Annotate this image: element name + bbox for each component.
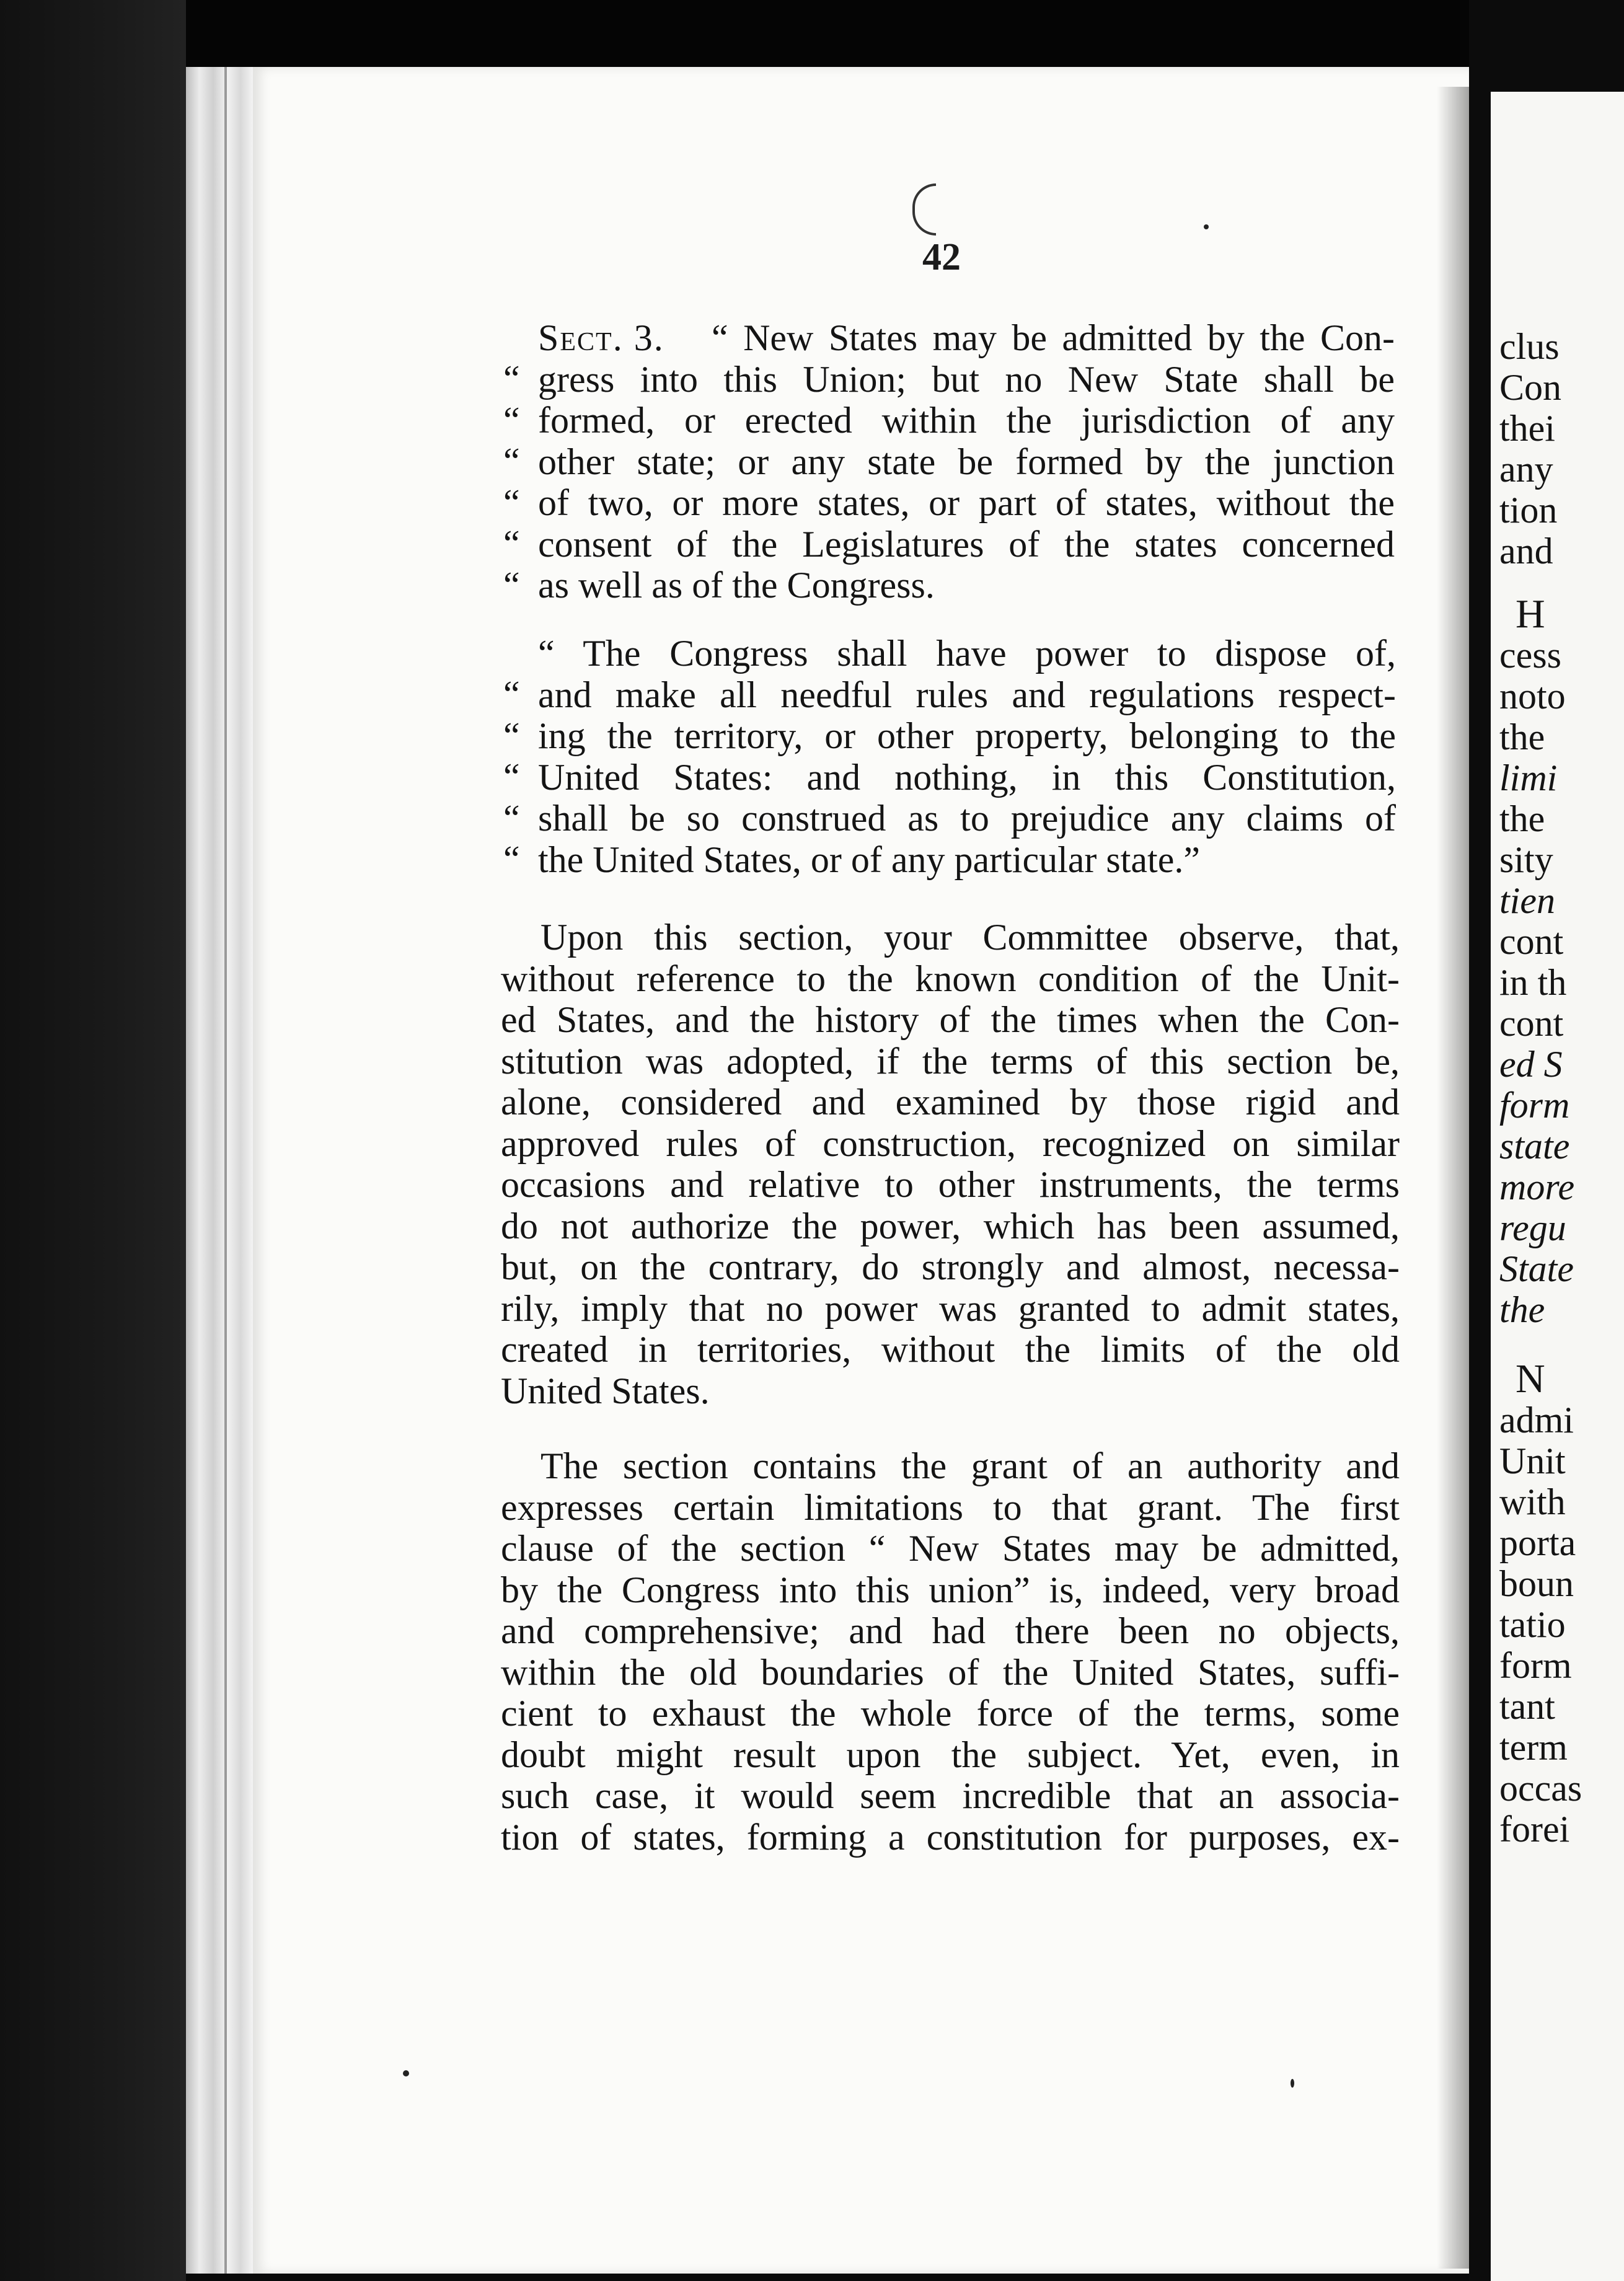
speck — [1204, 224, 1209, 229]
text-line: cient to exhaust the whole force of the terms, some — [501, 1693, 1400, 1734]
facing-page-fragment: occas — [1499, 1768, 1582, 1809]
text-line: as well as of the Congress. — [538, 565, 935, 606]
book-edge-line — [224, 67, 227, 2274]
facing-page-fragment: forei — [1499, 1809, 1570, 1850]
facing-page-fragment: term — [1499, 1727, 1568, 1768]
text-line: shall be so construed as to prejudice any claims of — [538, 798, 1396, 839]
text-line: by the Congress into this union” is, indeed, very broad — [501, 1569, 1400, 1610]
facing-page-fragment: cont — [1499, 921, 1564, 962]
facing-page-fragment: noto — [1499, 676, 1566, 717]
section-label: Sect. 3. — [538, 317, 664, 358]
facing-page-fragment: the — [1499, 1289, 1545, 1330]
facing-page-fragment: more — [1499, 1167, 1575, 1207]
facing-page-fragment: thei — [1499, 408, 1555, 449]
text-line: alone, considered and examined by those rigid and — [501, 1082, 1400, 1123]
quote-margin — [503, 358, 534, 606]
facing-page-fragment: ed S — [1499, 1044, 1563, 1085]
quote-mark: “ — [503, 756, 520, 797]
facing-page-fragment: with — [1499, 1481, 1566, 1522]
text-line: ing the territory, or other property, belonging to the — [538, 715, 1396, 756]
text-line: but, on the contrary, do strongly and almost, necessa- — [501, 1246, 1400, 1287]
speck — [1291, 2079, 1294, 2088]
page-number: 42 — [922, 236, 961, 278]
facing-page-fragment: cess — [1499, 635, 1561, 676]
quote-margin — [503, 674, 534, 880]
text-line: Upon this section, your Committee observe, that, — [541, 917, 1400, 958]
facing-page-fragment: state — [1499, 1126, 1570, 1167]
quote-mark: “ — [503, 441, 520, 482]
quote-mark: “ — [503, 715, 520, 756]
facing-page-fragment: boun — [1499, 1563, 1574, 1604]
facing-page-fragment: tant — [1499, 1686, 1555, 1727]
page-gutter-shadow — [1437, 87, 1469, 2269]
facing-page-fragment: H — [1516, 591, 1545, 637]
facing-page-fragment: the — [1499, 717, 1545, 757]
scanner-background-top — [0, 0, 1624, 74]
text-line: do not authorize the power, which has been assumed, — [501, 1205, 1400, 1246]
facing-page-fragment: Con — [1499, 367, 1562, 408]
facing-page-fragment: admi — [1499, 1400, 1574, 1441]
text-line: within the old boundaries of the United States, suffi- — [501, 1651, 1400, 1693]
section-3-quote — [538, 317, 1395, 606]
text-line: occasions and relative to other instruments, the terms — [501, 1164, 1400, 1205]
facing-page-fragment: Unit — [1499, 1441, 1566, 1481]
text-line: The section contains the grant of an authority and — [541, 1445, 1400, 1486]
paragraph-section-grant — [501, 1445, 1400, 1858]
text-line: created in territories, without the limits of the old — [501, 1329, 1400, 1370]
facing-page-fragment: limi — [1499, 757, 1558, 798]
paragraph-committee-observation — [501, 917, 1400, 1411]
text-line: formed, or erected within the jurisdiction of any — [538, 400, 1395, 441]
text-line: stitution was adopted, if the terms of this section be, — [501, 1040, 1400, 1082]
facing-page-fragment: any — [1499, 449, 1553, 490]
facing-page-fragment: sity — [1499, 839, 1553, 880]
facing-page-fragment: form — [1499, 1645, 1572, 1686]
facing-page-fragment: in th — [1499, 962, 1567, 1003]
facing-page-fragment: form — [1499, 1085, 1570, 1126]
facing-page-fragment: tion — [1499, 490, 1558, 531]
text-line: United States. — [501, 1370, 710, 1411]
book-page-edges — [186, 67, 254, 2274]
facing-page-fragment: N — [1516, 1356, 1545, 1401]
facing-page-fragment: and — [1499, 531, 1553, 571]
quote-mark: “ — [503, 674, 520, 715]
congress-power-quote — [538, 633, 1396, 880]
quote-mark: “ — [503, 358, 520, 399]
scanner-background-left — [0, 0, 186, 2281]
facing-page-fragment: tien — [1499, 880, 1555, 921]
text-line: approved rules of construction, recognized on similar — [501, 1123, 1400, 1164]
quote-mark: “ — [503, 523, 520, 564]
text-line: and comprehensive; and had there been no objects, — [501, 1610, 1400, 1651]
text-line: expresses certain limitations to that grant. The first — [501, 1486, 1400, 1528]
text-line: rily, imply that no power was granted to admit states, — [501, 1287, 1400, 1329]
text-line: such case, it would seem incredible that an associa- — [501, 1775, 1400, 1816]
facing-page-fragment: State — [1499, 1248, 1574, 1289]
text-line: without reference to the known condition of the Unit- — [501, 958, 1400, 999]
quote-mark: “ — [503, 482, 520, 523]
facing-page-fragment: the — [1499, 798, 1545, 839]
text-line: gress into this Union; but no New State shall be — [538, 358, 1395, 400]
text-line: and make all needful rules and regulations respect- — [538, 674, 1396, 715]
text-line: consent of the Legislatures of the states concerned — [538, 523, 1395, 565]
text-line: “ New States may be admitted by the Con- — [712, 317, 1395, 358]
text-line: clause of the section “ New States may be admitted, — [501, 1528, 1400, 1569]
facing-page-fragment: regu — [1499, 1207, 1566, 1248]
quote-mark: “ — [503, 399, 520, 441]
facing-page-fragment: porta — [1499, 1522, 1576, 1563]
text-line: “ The Congress shall have power to dispose of, — [538, 633, 1396, 674]
facing-page-fragment: cont — [1499, 1003, 1564, 1044]
text-line: of two, or more states, or part of states, without the — [538, 482, 1395, 523]
quote-mark: “ — [503, 564, 520, 606]
speck — [403, 2070, 409, 2076]
quote-mark: “ — [503, 797, 520, 839]
text-line: tion of states, forming a constitution for purposes, ex- — [501, 1816, 1400, 1858]
text-line: ed States, and the history of the times when the Con- — [501, 999, 1400, 1040]
facing-page-fragment: tatio — [1499, 1604, 1566, 1645]
text-line: other state; or any state be formed by the junction — [538, 441, 1395, 482]
quote-mark: “ — [503, 839, 520, 880]
facing-page-fragment: clus — [1499, 326, 1560, 367]
text-line: United States: and nothing, in this Constitution, — [538, 756, 1396, 798]
text-line: doubt might result upon the subject. Yet, even, in — [501, 1734, 1400, 1775]
facing-page — [1491, 92, 1624, 2281]
text-line: the United States, or of any particular state.” — [538, 839, 1200, 880]
